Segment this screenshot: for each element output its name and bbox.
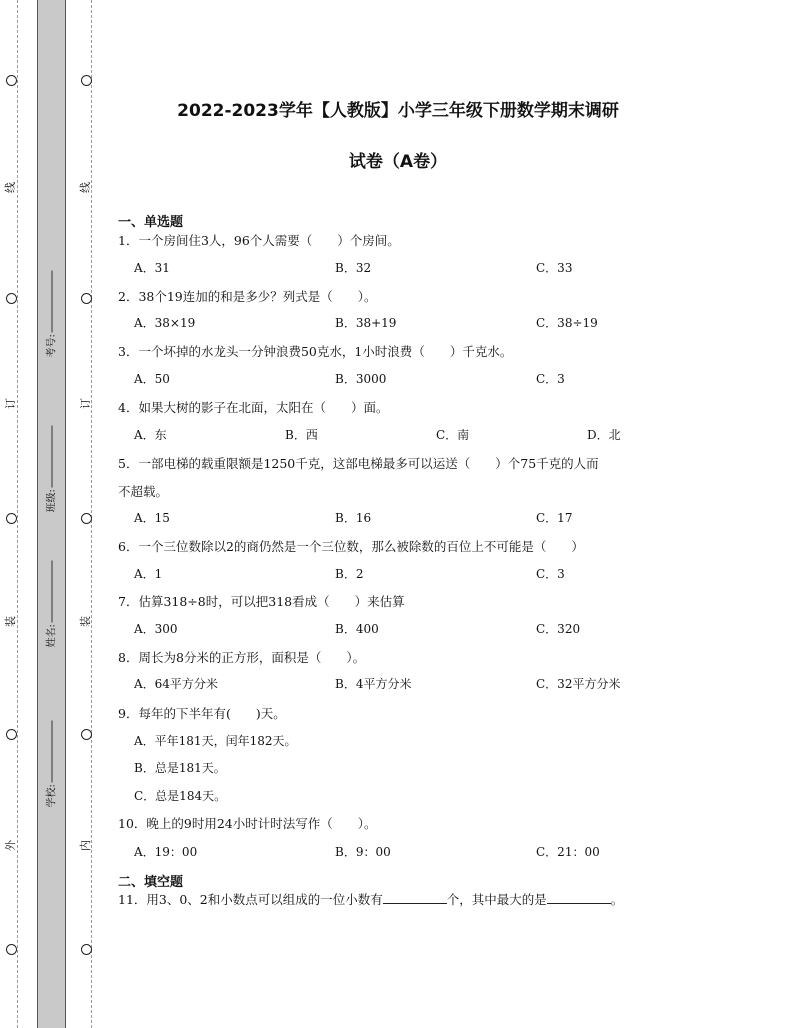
question: 4．如果大树的影子在北面，太阳在（ ）面。 bbox=[118, 400, 389, 415]
question: 2．38个19连加的和是多少？列式是（ ）。 bbox=[118, 289, 377, 304]
page-subtitle: 试卷（A卷） bbox=[348, 152, 448, 172]
hole-marker bbox=[6, 729, 17, 740]
hole-marker bbox=[81, 944, 92, 955]
class-label: 班级: bbox=[46, 489, 58, 513]
question: 5．一部电梯的载重限额是1250千克，这部电梯最多可以运送（ ）个75千克的人而 bbox=[118, 456, 599, 471]
exam-number-label: 考号: bbox=[46, 334, 58, 358]
name-label: 姓名: bbox=[46, 624, 58, 648]
option: C．3 bbox=[536, 372, 565, 386]
question: 9．每年的下半年有( )天。 bbox=[118, 706, 286, 721]
option: B．2 bbox=[335, 567, 364, 581]
option: B．9：00 bbox=[335, 845, 391, 859]
option: A．38×19 bbox=[134, 316, 196, 330]
inner-mark-nei: 内 bbox=[79, 840, 92, 851]
option: A．31 bbox=[134, 261, 170, 275]
class-field[interactable] bbox=[43, 393, 58, 513]
option: C．38÷19 bbox=[536, 316, 598, 330]
option: B．32 bbox=[335, 261, 372, 275]
section-heading: 二、填空题 bbox=[118, 875, 184, 890]
outer-mark-wai: 外 bbox=[4, 840, 17, 851]
hole-marker bbox=[6, 75, 17, 86]
fill-question bbox=[118, 890, 623, 908]
option: B．38+19 bbox=[335, 316, 397, 330]
inner-cut-line bbox=[91, 0, 92, 1028]
option: A．平年181天，闰年182天。 bbox=[134, 734, 297, 748]
option: B．16 bbox=[335, 511, 372, 525]
option: A．300 bbox=[134, 622, 178, 636]
question: 10．晚上的9时用24小时计时法写作（ ）。 bbox=[118, 816, 377, 831]
question: 8．周长为8分米的正方形，面积是（ ）。 bbox=[118, 650, 366, 665]
hole-marker bbox=[6, 293, 17, 304]
option: A．64平方分米 bbox=[134, 677, 218, 691]
option: C．总是184天。 bbox=[134, 789, 227, 803]
outer-mark-zhuang: 装 bbox=[4, 616, 17, 627]
inner-mark-ding: 订 bbox=[79, 398, 92, 409]
option: A．50 bbox=[134, 372, 170, 386]
option: C．3 bbox=[536, 567, 565, 581]
fill-question-text: 11．用3、0、2和小数点可以组成的一位小数有 bbox=[118, 892, 383, 907]
outer-cut-line bbox=[17, 0, 18, 1028]
option: B．400 bbox=[335, 622, 379, 636]
hole-marker bbox=[6, 944, 17, 955]
option: B．西 bbox=[285, 428, 318, 442]
option: C．21：00 bbox=[536, 845, 600, 859]
question: 7．估算318÷8时，可以把318看成（ ）来估算 bbox=[118, 594, 405, 609]
question-continued: 不超载。 bbox=[118, 484, 169, 499]
option: C．17 bbox=[536, 511, 573, 525]
outer-mark-ding: 订 bbox=[4, 398, 17, 409]
option: D．北 bbox=[587, 428, 621, 442]
hole-marker bbox=[81, 729, 92, 740]
binding-strip bbox=[37, 0, 66, 1028]
page-title: 2022-2023学年【人教版】小学三年级下册数学期末调研 bbox=[177, 101, 619, 121]
option: A．19：00 bbox=[134, 845, 198, 859]
name-field[interactable] bbox=[43, 528, 58, 648]
hole-marker bbox=[81, 513, 92, 524]
answer-blank[interactable] bbox=[383, 903, 447, 904]
option: C．32平方分米 bbox=[536, 677, 621, 691]
inner-mark-xian: 线 bbox=[79, 182, 92, 193]
question: 3．一个坏掉的水龙头一分钟浪费50克水，1小时浪费（ ）千克水。 bbox=[118, 344, 513, 359]
option: B．4平方分米 bbox=[335, 677, 412, 691]
option: C．南 bbox=[436, 428, 470, 442]
fill-question-text: 。 bbox=[610, 892, 624, 907]
answer-blank[interactable] bbox=[547, 903, 611, 904]
option: A．1 bbox=[134, 567, 163, 581]
option: C．33 bbox=[536, 261, 573, 275]
school-field[interactable] bbox=[43, 688, 58, 808]
option: A．15 bbox=[134, 511, 170, 525]
school-label: 学校: bbox=[46, 784, 58, 808]
hole-marker bbox=[6, 513, 17, 524]
exam-number-field[interactable] bbox=[43, 238, 58, 358]
question: 1．一个房间住3人，96个人需要（ ）个房间。 bbox=[118, 233, 400, 248]
option: A．东 bbox=[134, 428, 167, 442]
question: 6．一个三位数除以2的商仍然是一个三位数，那么被除数的百位上不可能是（ ） bbox=[118, 539, 584, 554]
fill-question-text: 个，其中最大的是 bbox=[446, 892, 547, 907]
hole-marker bbox=[81, 75, 92, 86]
outer-mark-xian: 线 bbox=[4, 182, 17, 193]
inner-mark-zhuang: 装 bbox=[79, 616, 92, 627]
option: C．320 bbox=[536, 622, 581, 636]
option: B．3000 bbox=[335, 372, 387, 386]
option: B．总是181天。 bbox=[134, 761, 226, 775]
hole-marker bbox=[81, 293, 92, 304]
section-heading: 一、单选题 bbox=[118, 215, 184, 230]
